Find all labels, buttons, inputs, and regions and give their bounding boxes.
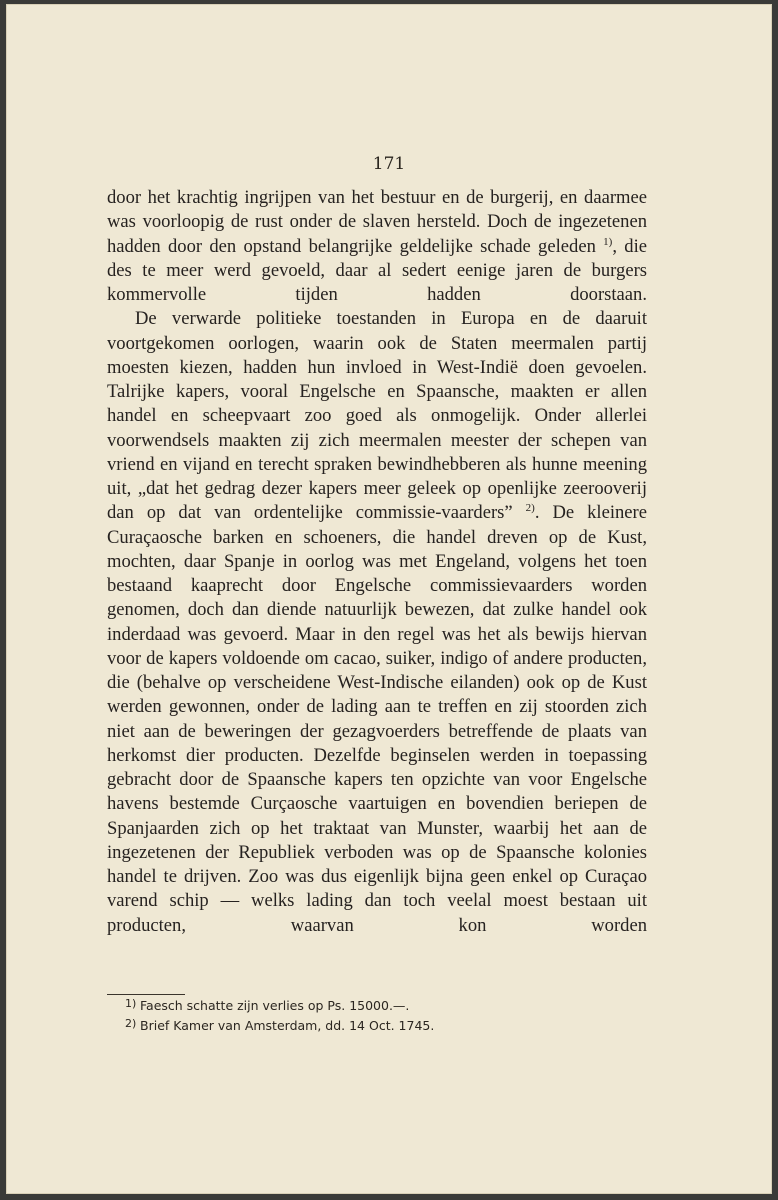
footnote (125, 1016, 640, 1036)
footnote-reference[interactable]: 1) (603, 235, 613, 248)
paragraph-text: De verwarde politieke toestanden in Europa en de daaruit voortgekomen oorlogen, waarin ook de Staten meermalen partij moesten kiezen, hadden hun invloed in West-Indië doen gevoelen. Talrijke kapers, vooral Engelsche en Spaansche, maakten er allen handel en scheepvaart zoo goed als onmogelijk. Onder allerlei voorwendsels maakten zij zich meermalen meester der schepen van vriend en vijand en terecht spraken bewindhebberen als hunne meening uit, „dat het gedrag dezer kapers meer geleek op openlijke zeerooverij dan op dat van ordentelijke commissie-vaarders” (107, 308, 647, 524)
body-text (107, 186, 647, 938)
paragraph-text: , die des te meer werd gevoeld, daar al sedert eenige jaren de burgers kommervolle tijden hadden doorstaan. (107, 235, 647, 305)
paragraph-text: . De kleinere Curaçaosche barken en schoeners, die handel dreven op de Kust, mochten, daar Spanje in oorlog was met Engeland, volgens het toen bestaand kaaprecht door Engelsche commissievaarders worden genomen, doch dan diende natuurlijk bewezen, dat zulke handel ook inderdaad was gevoerd. Maar in den regel was het als bewijs hiervan voor de kapers voldoende om cacao, suiker, indigo of andere producten, die (behalve op verscheidene West-Indische eilanden) ook op de Kust werden gewonnen, onder de lading aan te treffen en zij stoorden zich niet aan de beweringen der gezagvoerders betreffende de plaats van herkomst dier producten. Dezelfde beginselen werden in toepassing gebracht door de Spaansche kapers ten opzichte van voor Engelsche havens bestemde Curçaosche vaartuigen en bovendien beriepen de Spanjaarden zich op het traktaat van Munster, waarbij het aan de ingezetenen der Republiek verboden was op de Spaansche kolonies handel te drijven. Zoo was dus eigenlijk bijna geen enkel op Curaçao varend schip — welks lading dan toch veelal moest bestaan uit producten, waarvan kon worden (107, 502, 647, 936)
footnote-text: Faesch schatte zijn verlies op Ps. 15000.—. (140, 998, 410, 1013)
paragraph-text: door het krachtig ingrijpen van het bestuur en de burgerij, en daarmee was voorloopig de rust onder de slaven hersteld. Doch de ingezetenen hadden door den opstand belangrijke geldelijke schade geleden (107, 187, 647, 257)
footnote-mark: 1) (125, 997, 137, 1010)
footnote-divider (107, 994, 185, 995)
paragraph (107, 186, 647, 307)
footnote (125, 996, 640, 1016)
footnote-reference[interactable]: 2) (525, 502, 535, 515)
footnote-text: Brief Kamer van Amsterdam, dd. 14 Oct. 1745. (140, 1018, 435, 1033)
paragraph (107, 307, 647, 938)
page-number: 171 (372, 154, 406, 174)
footnotes (125, 996, 640, 1036)
footnote-mark: 2) (125, 1017, 137, 1030)
book-page (6, 4, 772, 1194)
